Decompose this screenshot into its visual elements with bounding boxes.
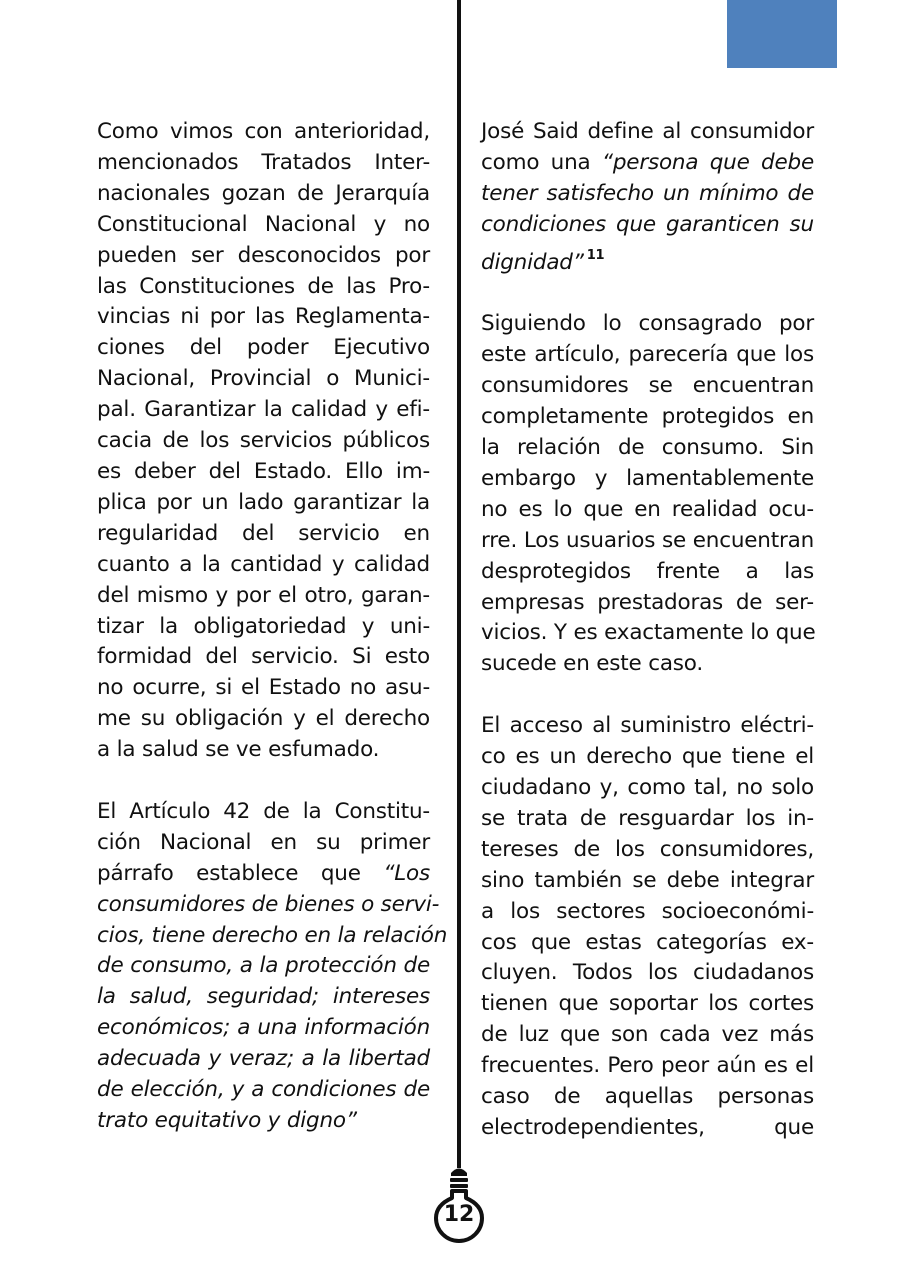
quote-line: de elección, y a condiciones de (97, 1077, 430, 1103)
quote-line: de consumo, a la protección de (97, 953, 430, 979)
text-line: formidad del servicio. Si esto (97, 644, 430, 670)
text-line: empresas prestadoras de ser- (481, 589, 814, 615)
text-line: cuanto a la cantidad y calidad (97, 551, 430, 577)
text-line: embargo y lamentablemente (481, 465, 814, 491)
text-line: no es lo que en realidad ocu- (481, 496, 814, 522)
text-line (481, 148, 814, 179)
text-line: del mismo y por el otro, garan- (97, 582, 430, 608)
quote-line: la salud, seguridad; intereses (97, 984, 430, 1010)
text-line: pueden ser desconocidos por (97, 242, 430, 268)
text-span: como una (481, 149, 602, 175)
text-line: no ocurre, si el Estado no asu- (97, 675, 430, 701)
text-line: a la salud se ve esfumado. (97, 737, 380, 763)
text-line: frecuentes. Pero peor aún es el (481, 1053, 814, 1079)
text-line: sucede en este caso. (481, 651, 704, 677)
quote-line: trato equitativo y digno” (97, 1107, 357, 1133)
text-line: este artículo, parecería que los (481, 342, 814, 368)
text-line: nacionales gozan de Jerarquía (97, 180, 430, 206)
text-line: plica por un lado garantizar la (97, 489, 430, 515)
text-line: Como vimos con anterioridad, (97, 119, 430, 144)
quote-end: dignidad” (481, 249, 584, 275)
text-line: la relación de consumo. Sin (481, 435, 814, 461)
paragraph-siguiendo (481, 309, 814, 680)
text-line: es deber del Estado. Ello im- (97, 458, 430, 484)
text-line: completamente protegidos en (481, 404, 814, 430)
text-line: rre. Los usuarios se encuentran (481, 527, 814, 553)
paragraph-acceso-electrico (481, 711, 814, 1144)
left-column (97, 117, 448, 1168)
text-line: sino también se debe integrar (481, 867, 814, 893)
quote-line: tener satisfecho un mínimo de (481, 180, 814, 206)
quote-line: adecuada y veraz; a la libertad (97, 1046, 430, 1072)
quote-line: condiciones que garanticen su (481, 211, 814, 237)
text-line (481, 241, 814, 279)
text-line: pal. Garantizar la calidad y efi- (97, 397, 430, 423)
text-line: se trata de resguardar los in- (481, 805, 814, 831)
text-line: José Said define al consumidor (481, 119, 814, 144)
text-line: me su obligación y el derecho (97, 706, 430, 732)
text-line (97, 859, 430, 890)
right-column (481, 117, 814, 1175)
text-span: párrafo establece que (97, 860, 384, 886)
page-number: 12 (443, 1202, 475, 1227)
text-line: Siguiendo lo consagrado por (481, 311, 814, 337)
text-line: Constitucional Nacional y no (97, 211, 430, 237)
paragraph-jose-said (481, 117, 814, 279)
text-line: regularidad del servicio en (97, 520, 430, 546)
text-line: consumidores se encuentran (481, 373, 814, 399)
text-line: mencionados Tratados Inter- (97, 149, 430, 175)
text-line: ción Nacional en su primer (97, 829, 430, 855)
text-line: caso de aquellas personas (481, 1084, 814, 1110)
quote-start: “Los (383, 860, 430, 886)
text-line: a los sectores socioeconómi- (481, 898, 814, 924)
text-line: cluyen. Todos los ciudadanos (481, 960, 814, 986)
text-line: tereses de los consumidores, (481, 836, 814, 862)
text-line: electrodependientes, que (481, 1114, 814, 1140)
text-line: vicios. Y es exactamente lo que (481, 620, 816, 646)
column-divider-line (457, 0, 461, 1168)
text-line: Nacional, Provincial o Munici- (97, 366, 430, 392)
quote-line: cios, tiene derecho en la relación (97, 922, 448, 948)
paragraph-treaties (97, 117, 430, 766)
text-line: ciudadano y, como tal, no solo (481, 775, 814, 800)
quote-start: “persona que debe (601, 149, 814, 175)
text-line: ciones del poder Ejecutivo (97, 335, 430, 361)
text-line: El Artículo 42 de la Constitu- (97, 798, 430, 824)
text-line: de luz que son cada vez más (481, 1022, 814, 1048)
footnote-marker[interactable]: 11 (586, 247, 605, 263)
quote-line: consumidores de bienes o servi- (97, 891, 440, 917)
text-line: cos que estas categorías ex- (481, 929, 814, 955)
quote-line: económicos; a una información (97, 1015, 430, 1041)
corner-color-tab (727, 0, 837, 68)
text-line: tizar la obligatoriedad y uni- (97, 613, 430, 639)
text-line: las Constituciones de las Pro- (97, 273, 430, 299)
paragraph-article-42 (97, 797, 448, 1137)
text-line: co es un derecho que tiene el (481, 744, 814, 770)
text-line: cacia de los servicios públicos (97, 428, 430, 454)
text-line: tienen que soportar los cortes (481, 991, 814, 1017)
text-line: El acceso al suministro eléctri- (481, 713, 814, 739)
text-line: vincias ni por las Reglamenta- (97, 304, 430, 330)
text-line: desprotegidos frente a las (481, 558, 814, 584)
